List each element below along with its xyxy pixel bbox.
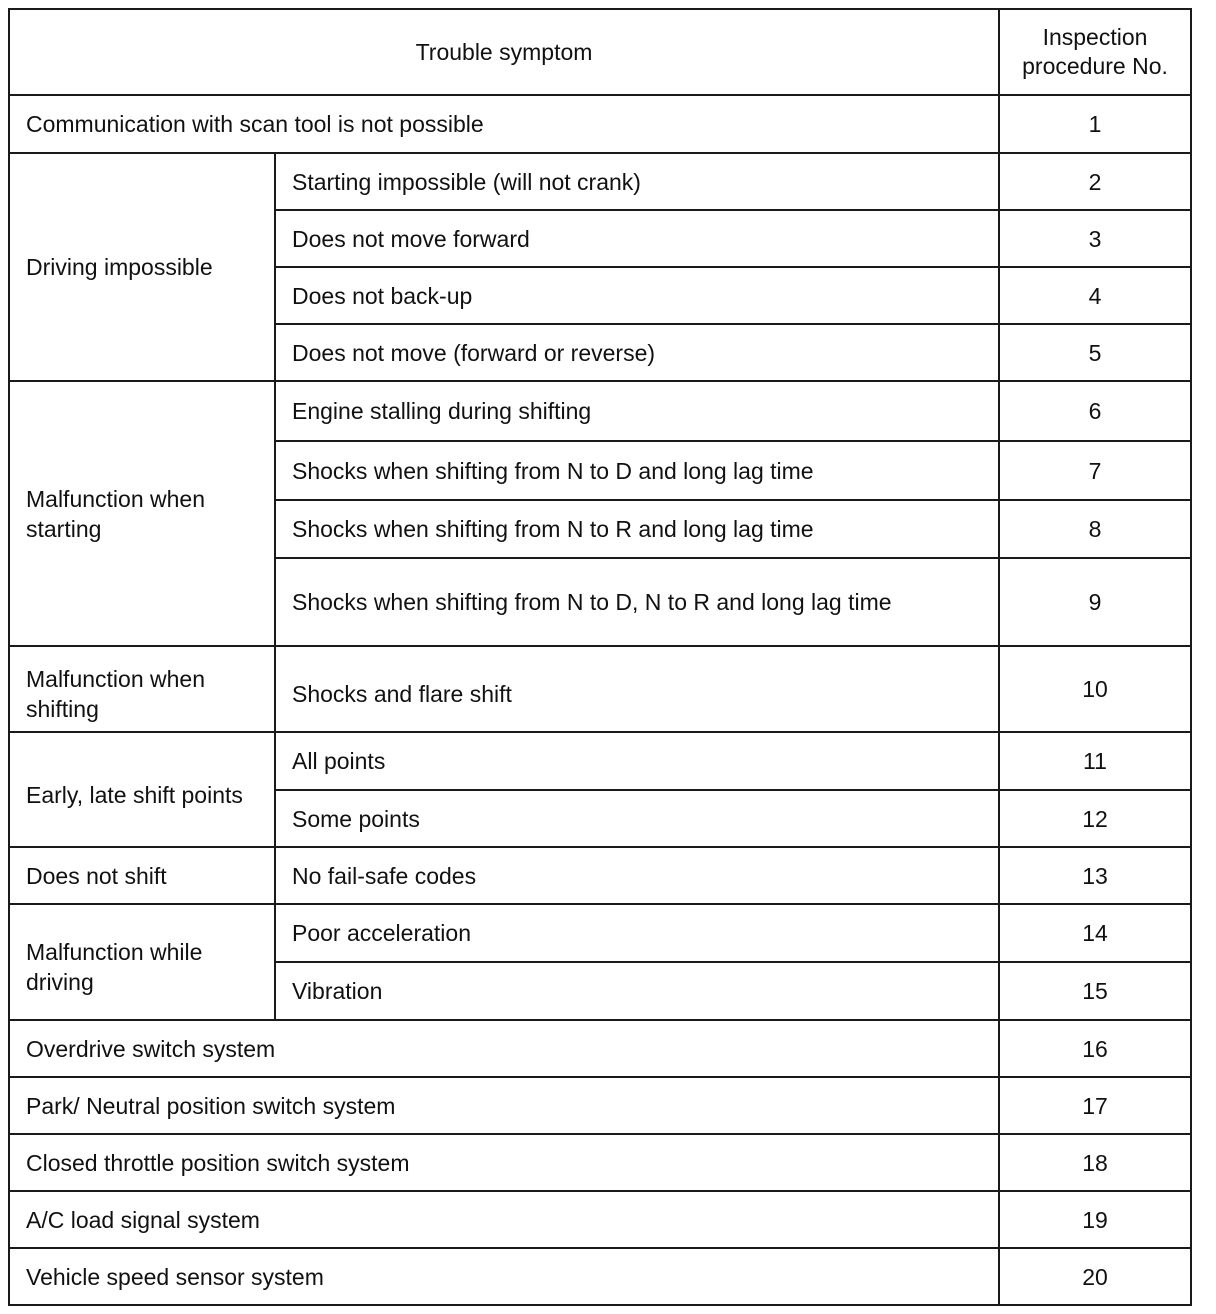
procedure-number: 8 xyxy=(999,500,1191,558)
symptom-cell: Does not move (forward or reverse) xyxy=(275,324,999,381)
procedure-number: 2 xyxy=(999,153,1191,210)
category-malfunction-when-starting: Malfunction when starting xyxy=(9,381,275,646)
symptom-cell: Some points xyxy=(275,790,999,847)
procedure-number: 3 xyxy=(999,210,1191,267)
procedure-number: 12 xyxy=(999,790,1191,847)
header-trouble-symptom: Trouble symptom xyxy=(9,9,999,95)
symptom-cell: Shocks when shifting from N to D and long lag time xyxy=(275,441,999,500)
procedure-number: 13 xyxy=(999,847,1191,904)
table-row xyxy=(9,95,1191,153)
symptom-cell: Vibration xyxy=(275,962,999,1020)
table-row xyxy=(9,1020,1191,1077)
symptom-cell: Poor acceleration xyxy=(275,904,999,962)
procedure-number: 4 xyxy=(999,267,1191,324)
table-row xyxy=(9,847,1191,904)
symptom-cell: Overdrive switch system xyxy=(9,1020,999,1077)
procedure-number: 11 xyxy=(999,732,1191,790)
table-row xyxy=(9,381,1191,441)
procedure-number: 19 xyxy=(999,1191,1191,1248)
procedure-number: 1 xyxy=(999,95,1191,153)
symptom-cell: Vehicle speed sensor system xyxy=(9,1248,999,1305)
procedure-number: 14 xyxy=(999,904,1191,962)
trouble-symptom-table xyxy=(8,8,1192,1306)
procedure-number: 16 xyxy=(999,1020,1191,1077)
table-row xyxy=(9,904,1191,962)
header-inspection-procedure: Inspection procedure No. xyxy=(999,9,1191,95)
procedure-number: 7 xyxy=(999,441,1191,500)
table-row xyxy=(9,1134,1191,1191)
procedure-number: 18 xyxy=(999,1134,1191,1191)
procedure-number: 17 xyxy=(999,1077,1191,1134)
procedure-number: 6 xyxy=(999,381,1191,441)
table-row xyxy=(9,732,1191,790)
category-does-not-shift: Does not shift xyxy=(9,847,275,904)
procedure-number: 15 xyxy=(999,962,1191,1020)
procedure-number: 9 xyxy=(999,558,1191,646)
symptom-cell: No fail-safe codes xyxy=(275,847,999,904)
symptom-cell: All points xyxy=(275,732,999,790)
category-early-late-shift-points: Early, late shift points xyxy=(9,732,275,847)
symptom-cell: Shocks when shifting from N to D, N to R and long lag time xyxy=(275,558,999,646)
symptom-cell: Park/ Neutral position switch system xyxy=(9,1077,999,1134)
symptom-cell: Communication with scan tool is not possible xyxy=(9,95,999,153)
category-malfunction-when-shifting: Malfunction when shifting xyxy=(9,646,275,732)
table-row xyxy=(9,1191,1191,1248)
category-malfunction-while-driving: Malfunction while driving xyxy=(9,904,275,1020)
symptom-cell: Starting impossible (will not crank) xyxy=(275,153,999,210)
procedure-number: 20 xyxy=(999,1248,1191,1305)
procedure-number: 5 xyxy=(999,324,1191,381)
header-row xyxy=(9,9,1191,95)
symptom-cell: Does not move forward xyxy=(275,210,999,267)
table-row xyxy=(9,1248,1191,1305)
category-driving-impossible: Driving impossible xyxy=(9,153,275,381)
symptom-cell: Shocks and flare shift xyxy=(275,646,999,732)
symptom-cell: Engine stalling during shifting xyxy=(275,381,999,441)
symptom-cell: Closed throttle position switch system xyxy=(9,1134,999,1191)
symptom-cell: Shocks when shifting from N to R and long lag time xyxy=(275,500,999,558)
table-row xyxy=(9,646,1191,732)
procedure-number: 10 xyxy=(999,646,1191,732)
table-row xyxy=(9,1077,1191,1134)
symptom-cell: Does not back-up xyxy=(275,267,999,324)
symptom-cell: A/C load signal system xyxy=(9,1191,999,1248)
table-row xyxy=(9,153,1191,210)
